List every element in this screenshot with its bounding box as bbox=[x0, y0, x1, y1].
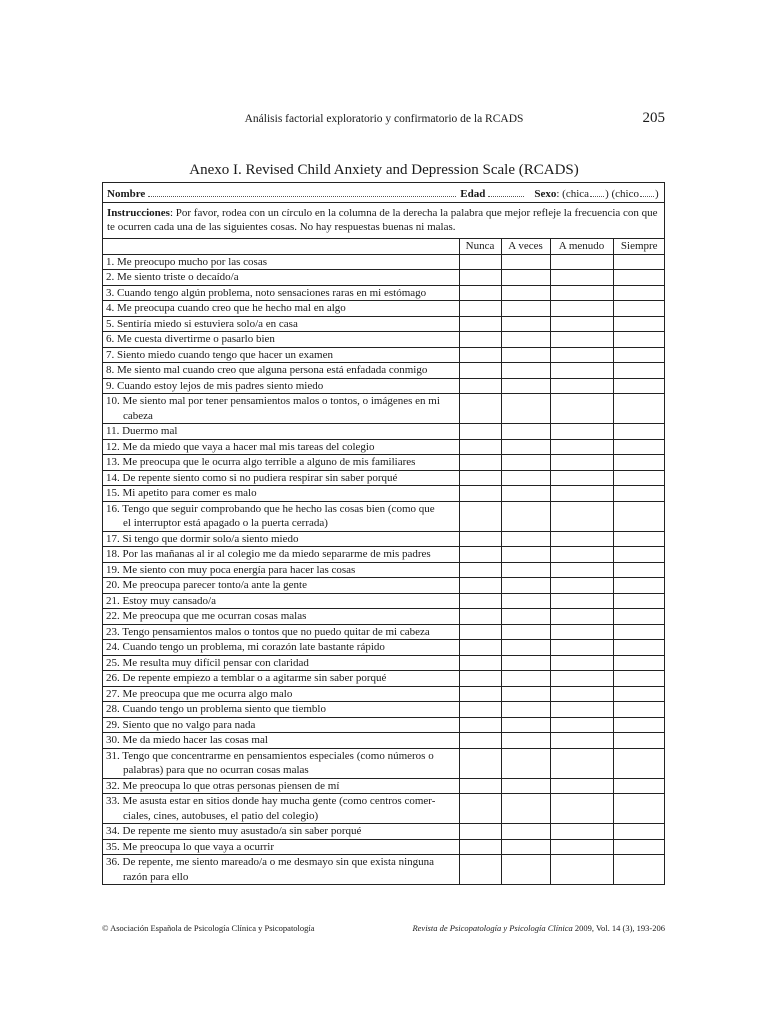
item-text: 16. Tengo que seguir comprobando que he hecho las cosas bien (como que bbox=[106, 502, 435, 515]
table-row bbox=[103, 609, 665, 625]
response-cell-siempre[interactable] bbox=[613, 285, 665, 301]
response-cell-a-veces[interactable] bbox=[501, 686, 550, 702]
response-cell-a-menudo[interactable] bbox=[550, 748, 613, 778]
item-text-cell bbox=[103, 285, 459, 301]
table-row bbox=[103, 270, 665, 286]
item-text-cell bbox=[103, 378, 459, 394]
response-cell-nunca[interactable] bbox=[459, 486, 501, 502]
response-cell-siempre[interactable] bbox=[613, 486, 665, 502]
column-header-row bbox=[103, 239, 665, 254]
table-row bbox=[103, 531, 665, 547]
item-text-cell bbox=[103, 547, 459, 563]
item-text: 9. Cuando estoy lejos de mis padres siento miedo bbox=[106, 379, 324, 392]
table-row bbox=[103, 547, 665, 563]
item-text-cell bbox=[103, 640, 459, 656]
item-text-cell bbox=[103, 733, 459, 749]
response-cell-a-veces[interactable] bbox=[501, 671, 550, 687]
response-cell-a-veces[interactable] bbox=[501, 839, 550, 855]
response-cell-a-menudo[interactable] bbox=[550, 486, 613, 502]
response-cell-nunca[interactable] bbox=[459, 748, 501, 778]
table-row bbox=[103, 254, 665, 270]
item-text-cell bbox=[103, 531, 459, 547]
item-text: 30. Me da miedo hacer las cosas mal bbox=[106, 734, 268, 746]
response-cell-a-menudo[interactable] bbox=[550, 717, 613, 733]
table-row bbox=[103, 378, 665, 394]
sex-option-chica: : (chica bbox=[556, 188, 590, 200]
item-text: 12. Me da miedo que vaya a hacer mal mis tareas del colegio bbox=[106, 440, 375, 453]
item-text: 22. Me preocupa que me ocurran cosas malas bbox=[106, 610, 307, 622]
response-cell-a-menudo[interactable] bbox=[550, 424, 613, 440]
item-text-cell bbox=[103, 748, 459, 778]
response-cell-a-veces[interactable] bbox=[501, 640, 550, 656]
column-header-a-veces: A veces bbox=[501, 239, 550, 254]
response-cell-siempre[interactable] bbox=[613, 424, 665, 440]
response-cell-a-veces[interactable] bbox=[501, 316, 550, 332]
item-text-continuation: razón para ello bbox=[123, 870, 189, 883]
item-text-cell bbox=[103, 686, 459, 702]
response-cell-siempre[interactable] bbox=[613, 702, 665, 718]
item-text-continuation: cabeza bbox=[123, 409, 153, 422]
item-text: 35. Me preocupa lo que vaya a ocurrir bbox=[106, 840, 274, 853]
response-cell-siempre[interactable] bbox=[613, 301, 665, 317]
response-cell-a-menudo[interactable] bbox=[550, 547, 613, 563]
item-text: 11. Duermo mal bbox=[106, 425, 178, 437]
sex-close: ) bbox=[654, 188, 659, 200]
item-text: 10. Me siento mal por tener pensamientos malos o tontos, o imágenes en mi bbox=[106, 395, 440, 407]
response-cell-siempre[interactable] bbox=[613, 593, 665, 609]
table-row bbox=[103, 285, 665, 301]
response-cell-a-veces[interactable] bbox=[501, 609, 550, 625]
response-cell-nunca[interactable] bbox=[459, 562, 501, 578]
response-cell-siempre[interactable] bbox=[613, 748, 665, 778]
response-cell-a-veces[interactable] bbox=[501, 794, 550, 824]
response-cell-siempre[interactable] bbox=[613, 671, 665, 687]
response-cell-a-veces[interactable] bbox=[501, 394, 550, 424]
response-cell-a-veces[interactable] bbox=[501, 824, 550, 840]
response-cell-siempre[interactable] bbox=[613, 455, 665, 471]
item-text: 34. De repente me siento muy asustado/a sin saber porqué bbox=[106, 825, 362, 837]
response-cell-a-veces[interactable] bbox=[501, 378, 550, 394]
response-cell-a-veces[interactable] bbox=[501, 733, 550, 749]
item-text-continuation: el interruptor está apagado o la puerta cerrada) bbox=[123, 517, 328, 529]
table-row bbox=[103, 363, 665, 379]
response-cell-siempre[interactable] bbox=[613, 578, 665, 594]
item-text-cell bbox=[103, 609, 459, 625]
table-row bbox=[103, 778, 665, 794]
response-cell-nunca[interactable] bbox=[459, 794, 501, 824]
response-cell-siempre[interactable] bbox=[613, 394, 665, 424]
column-header-siempre: Siempre bbox=[613, 239, 665, 254]
response-cell-nunca[interactable] bbox=[459, 839, 501, 855]
response-cell-a-menudo[interactable] bbox=[550, 501, 613, 531]
response-cell-nunca[interactable] bbox=[459, 778, 501, 794]
item-text: 24. Cuando tengo un problema, mi corazón late bastante rápido bbox=[106, 641, 385, 653]
item-text-cell bbox=[103, 824, 459, 840]
sex-chico-field[interactable] bbox=[640, 187, 654, 197]
response-cell-a-menudo[interactable] bbox=[550, 624, 613, 640]
response-cell-nunca[interactable] bbox=[459, 624, 501, 640]
table-row bbox=[103, 424, 665, 440]
response-cell-a-veces[interactable] bbox=[501, 424, 550, 440]
response-cell-nunca[interactable] bbox=[459, 301, 501, 317]
response-cell-a-menudo[interactable] bbox=[550, 855, 613, 885]
response-cell-a-veces[interactable] bbox=[501, 855, 550, 885]
response-cell-siempre[interactable] bbox=[613, 839, 665, 855]
item-text: 26. De repente empiezo a temblar o a agitarme sin saber porqué bbox=[106, 672, 387, 684]
response-cell-a-veces[interactable] bbox=[501, 748, 550, 778]
item-text-cell bbox=[103, 394, 459, 424]
response-cell-a-veces[interactable] bbox=[501, 470, 550, 486]
item-text: 19. Me siento con muy poca energía para hacer las cosas bbox=[106, 563, 356, 576]
response-cell-a-veces[interactable] bbox=[501, 285, 550, 301]
item-text: 3. Cuando tengo algún problema, noto sensaciones raras en mi estómago bbox=[106, 286, 427, 299]
response-cell-a-menudo[interactable] bbox=[550, 562, 613, 578]
sex-option-chico: ) (chico bbox=[605, 188, 639, 200]
item-text-cell bbox=[103, 270, 459, 286]
response-cell-nunca[interactable] bbox=[459, 671, 501, 687]
response-cell-a-menudo[interactable] bbox=[550, 609, 613, 625]
table-row bbox=[103, 671, 665, 687]
response-cell-a-veces[interactable] bbox=[501, 455, 550, 471]
response-cell-a-veces[interactable] bbox=[501, 531, 550, 547]
table-row bbox=[103, 839, 665, 855]
response-cell-siempre[interactable] bbox=[613, 655, 665, 671]
item-text-cell bbox=[103, 839, 459, 855]
instructions bbox=[103, 203, 664, 239]
response-cell-siempre[interactable] bbox=[613, 270, 665, 286]
item-text-cell bbox=[103, 717, 459, 733]
rcads-items-table bbox=[103, 239, 665, 884]
instructions-label: Instrucciones bbox=[107, 207, 170, 219]
response-cell-nunca[interactable] bbox=[459, 254, 501, 270]
response-cell-siempre[interactable] bbox=[613, 624, 665, 640]
table-row bbox=[103, 332, 665, 348]
sex-label: Sexo bbox=[534, 188, 557, 200]
item-text-cell bbox=[103, 332, 459, 348]
response-cell-siempre[interactable] bbox=[613, 332, 665, 348]
response-cell-siempre[interactable] bbox=[613, 686, 665, 702]
response-cell-nunca[interactable] bbox=[459, 501, 501, 531]
item-text: 21. Estoy muy cansado/a bbox=[106, 594, 216, 607]
response-cell-nunca[interactable] bbox=[459, 855, 501, 885]
response-cell-siempre[interactable] bbox=[613, 824, 665, 840]
item-text: 13. Me preocupa que le ocurra algo terrible a alguno de mis familiares bbox=[106, 456, 416, 468]
table-row bbox=[103, 824, 665, 840]
item-text-cell bbox=[103, 794, 459, 824]
page-number: 205 bbox=[642, 110, 665, 126]
response-cell-a-menudo[interactable] bbox=[550, 655, 613, 671]
response-cell-a-menudo[interactable] bbox=[550, 270, 613, 286]
response-cell-nunca[interactable] bbox=[459, 547, 501, 563]
response-cell-a-veces[interactable] bbox=[501, 702, 550, 718]
table-row bbox=[103, 655, 665, 671]
response-cell-nunca[interactable] bbox=[459, 347, 501, 363]
response-cell-nunca[interactable] bbox=[459, 439, 501, 455]
response-cell-nunca[interactable] bbox=[459, 270, 501, 286]
table-row bbox=[103, 347, 665, 363]
item-text: 8. Me siento mal cuando creo que alguna persona está enfadada conmigo bbox=[106, 364, 428, 376]
table-row bbox=[103, 394, 665, 424]
response-cell-siempre[interactable] bbox=[613, 562, 665, 578]
response-cell-nunca[interactable] bbox=[459, 609, 501, 625]
item-text-cell bbox=[103, 316, 459, 332]
footer-volume: 2009, Vol. 14 (3), 193-206 bbox=[572, 923, 665, 933]
response-cell-a-veces[interactable] bbox=[501, 254, 550, 270]
table-row bbox=[103, 470, 665, 486]
response-cell-a-veces[interactable] bbox=[501, 486, 550, 502]
column-header-a-menudo: A menudo bbox=[550, 239, 613, 254]
item-text-cell bbox=[103, 363, 459, 379]
response-cell-siempre[interactable] bbox=[613, 347, 665, 363]
response-cell-a-menudo[interactable] bbox=[550, 332, 613, 348]
table-row bbox=[103, 717, 665, 733]
item-text: 18. Por las mañanas al ir al colegio me da miedo separarme de mis padres bbox=[106, 548, 431, 560]
item-text: 32. Me preocupa lo que otras personas piensen de mí bbox=[106, 779, 340, 792]
response-cell-siempre[interactable] bbox=[613, 439, 665, 455]
name-label: Nombre bbox=[107, 188, 146, 200]
response-cell-a-menudo[interactable] bbox=[550, 640, 613, 656]
response-cell-nunca[interactable] bbox=[459, 686, 501, 702]
response-cell-a-menudo[interactable] bbox=[550, 778, 613, 794]
table-row bbox=[103, 702, 665, 718]
response-cell-nunca[interactable] bbox=[459, 378, 501, 394]
response-cell-a-menudo[interactable] bbox=[550, 347, 613, 363]
response-cell-a-menudo[interactable] bbox=[550, 285, 613, 301]
response-cell-nunca[interactable] bbox=[459, 655, 501, 671]
response-cell-nunca[interactable] bbox=[459, 424, 501, 440]
item-text: 5. Sentiría miedo si estuviera solo/a en casa bbox=[106, 317, 298, 330]
item-text-cell bbox=[103, 624, 459, 640]
rcads-form bbox=[102, 182, 665, 885]
table-row bbox=[103, 578, 665, 594]
footer-citation bbox=[412, 923, 665, 933]
response-cell-nunca[interactable] bbox=[459, 332, 501, 348]
table-row bbox=[103, 794, 665, 824]
header-blank-cell bbox=[103, 239, 459, 254]
table-row bbox=[103, 316, 665, 332]
response-cell-a-menudo[interactable] bbox=[550, 363, 613, 379]
sex-chica-field[interactable] bbox=[590, 187, 604, 197]
response-cell-a-veces[interactable] bbox=[501, 547, 550, 563]
item-text: 28. Cuando tengo un problema siento que tiemblo bbox=[106, 703, 326, 715]
response-cell-a-veces[interactable] bbox=[501, 363, 550, 379]
response-cell-a-menudo[interactable] bbox=[550, 455, 613, 471]
item-text: 2. Me siento triste o decaído/a bbox=[106, 271, 239, 283]
response-cell-a-menudo[interactable] bbox=[550, 254, 613, 270]
table-row bbox=[103, 562, 665, 578]
running-head: Análisis factorial exploratorio y confirmatorio de la RCADS bbox=[244, 113, 524, 125]
item-text: 14. De repente siento como si no pudiera respirar sin saber porqué bbox=[106, 471, 398, 484]
table-row bbox=[103, 486, 665, 502]
item-text: 6. Me cuesta divertirme o pasarlo bien bbox=[106, 333, 275, 345]
item-text-cell bbox=[103, 562, 459, 578]
response-cell-a-menudo[interactable] bbox=[550, 378, 613, 394]
response-cell-siempre[interactable] bbox=[613, 794, 665, 824]
item-text: 29. Siento que no valgo para nada bbox=[106, 718, 256, 731]
response-cell-a-menudo[interactable] bbox=[550, 301, 613, 317]
item-text: 36. De repente, me siento mareado/a o me desmayo sin que exista ninguna bbox=[106, 856, 435, 868]
item-text-cell bbox=[103, 671, 459, 687]
table-row bbox=[103, 733, 665, 749]
response-cell-siempre[interactable] bbox=[613, 363, 665, 379]
item-text-cell bbox=[103, 347, 459, 363]
footer-journal: Revista de Psicopatología y Psicología Clínica bbox=[412, 923, 573, 933]
table-row bbox=[103, 501, 665, 531]
item-text-cell bbox=[103, 578, 459, 594]
table-row bbox=[103, 748, 665, 778]
table-row bbox=[103, 455, 665, 471]
response-cell-nunca[interactable] bbox=[459, 531, 501, 547]
item-text-cell bbox=[103, 593, 459, 609]
item-text-cell bbox=[103, 439, 459, 455]
item-text-cell bbox=[103, 702, 459, 718]
response-cell-a-veces[interactable] bbox=[501, 270, 550, 286]
annex-title: Anexo I. Revised Child Anxiety and Depression Scale (RCADS) bbox=[189, 162, 579, 178]
item-text: 27. Me preocupa que me ocurra algo malo bbox=[106, 687, 293, 700]
response-cell-a-menudo[interactable] bbox=[550, 702, 613, 718]
item-text-cell bbox=[103, 470, 459, 486]
table-row bbox=[103, 301, 665, 317]
item-text: 1. Me preocupo mucho por las cosas bbox=[106, 255, 267, 268]
response-cell-siempre[interactable] bbox=[613, 501, 665, 531]
response-cell-siempre[interactable] bbox=[613, 640, 665, 656]
age-field[interactable] bbox=[488, 187, 524, 197]
response-cell-siempre[interactable] bbox=[613, 717, 665, 733]
response-cell-siempre[interactable] bbox=[613, 855, 665, 885]
response-cell-a-veces[interactable] bbox=[501, 778, 550, 794]
response-cell-siempre[interactable] bbox=[613, 470, 665, 486]
response-cell-a-veces[interactable] bbox=[501, 717, 550, 733]
item-text-cell bbox=[103, 424, 459, 440]
table-row bbox=[103, 439, 665, 455]
item-text-cell bbox=[103, 254, 459, 270]
response-cell-nunca[interactable] bbox=[459, 316, 501, 332]
response-cell-a-veces[interactable] bbox=[501, 347, 550, 363]
response-cell-a-menudo[interactable] bbox=[550, 824, 613, 840]
item-text: 23. Tengo pensamientos malos o tontos que no puedo quitar de mi cabeza bbox=[106, 625, 430, 638]
item-text-cell bbox=[103, 655, 459, 671]
response-cell-a-menudo[interactable] bbox=[550, 733, 613, 749]
response-cell-a-veces[interactable] bbox=[501, 655, 550, 671]
response-cell-a-menudo[interactable] bbox=[550, 439, 613, 455]
table-row bbox=[103, 593, 665, 609]
response-cell-nunca[interactable] bbox=[459, 285, 501, 301]
table-row bbox=[103, 855, 665, 885]
response-cell-nunca[interactable] bbox=[459, 640, 501, 656]
response-cell-a-veces[interactable] bbox=[501, 501, 550, 531]
item-text-continuation: palabras) para que no ocurran cosas malas bbox=[123, 764, 309, 776]
response-cell-a-menudo[interactable] bbox=[550, 316, 613, 332]
footer-copyright: © Asociación Española de Psicología Clínica y Psicopatología bbox=[102, 923, 315, 933]
item-text: 33. Me asusta estar en sitios donde hay mucha gente (como centros comer- bbox=[106, 795, 436, 807]
response-cell-siempre[interactable] bbox=[613, 531, 665, 547]
item-text-cell bbox=[103, 301, 459, 317]
column-header-nunca: Nunca bbox=[459, 239, 501, 254]
age-label: Edad bbox=[460, 188, 486, 200]
response-cell-a-menudo[interactable] bbox=[550, 470, 613, 486]
response-cell-nunca[interactable] bbox=[459, 470, 501, 486]
response-cell-a-menudo[interactable] bbox=[550, 686, 613, 702]
response-cell-a-veces[interactable] bbox=[501, 593, 550, 609]
response-cell-siempre[interactable] bbox=[613, 609, 665, 625]
response-cell-a-menudo[interactable] bbox=[550, 593, 613, 609]
table-row bbox=[103, 686, 665, 702]
table-row bbox=[103, 624, 665, 640]
respondent-info-row bbox=[103, 183, 664, 203]
response-cell-siempre[interactable] bbox=[613, 778, 665, 794]
response-cell-a-menudo[interactable] bbox=[550, 671, 613, 687]
response-cell-a-menudo[interactable] bbox=[550, 839, 613, 855]
name-field[interactable] bbox=[148, 187, 456, 197]
response-cell-nunca[interactable] bbox=[459, 363, 501, 379]
response-cell-a-menudo[interactable] bbox=[550, 394, 613, 424]
item-text-cell bbox=[103, 778, 459, 794]
response-cell-nunca[interactable] bbox=[459, 394, 501, 424]
response-cell-siempre[interactable] bbox=[613, 378, 665, 394]
response-cell-a-veces[interactable] bbox=[501, 301, 550, 317]
response-cell-siempre[interactable] bbox=[613, 733, 665, 749]
item-text-cell bbox=[103, 455, 459, 471]
response-cell-siempre[interactable] bbox=[613, 316, 665, 332]
response-cell-a-veces[interactable] bbox=[501, 332, 550, 348]
response-cell-nunca[interactable] bbox=[459, 578, 501, 594]
response-cell-a-veces[interactable] bbox=[501, 562, 550, 578]
item-text: 31. Tengo que concentrarme en pensamientos especiales (como números o bbox=[106, 749, 434, 762]
table-row bbox=[103, 640, 665, 656]
response-cell-a-veces[interactable] bbox=[501, 439, 550, 455]
response-cell-a-veces[interactable] bbox=[501, 624, 550, 640]
response-cell-nunca[interactable] bbox=[459, 593, 501, 609]
item-text-cell bbox=[103, 855, 459, 885]
response-cell-nunca[interactable] bbox=[459, 702, 501, 718]
instructions-text: : Por favor, rodea con un círculo en la columna de la derecha la palabra que mejor refleje la frecuencia con que te ocurren cada una de las siguientes cosas. No hay respuestas buenas ni malas. bbox=[107, 207, 658, 233]
item-text-cell bbox=[103, 501, 459, 531]
item-text: 17. Si tengo que dormir solo/a siento miedo bbox=[106, 532, 299, 545]
response-cell-siempre[interactable] bbox=[613, 547, 665, 563]
response-cell-nunca[interactable] bbox=[459, 733, 501, 749]
response-cell-nunca[interactable] bbox=[459, 824, 501, 840]
item-text: 15. Mi apetito para comer es malo bbox=[106, 487, 257, 499]
item-text: 7. Siento miedo cuando tengo que hacer un examen bbox=[106, 348, 333, 361]
item-text-cell bbox=[103, 486, 459, 502]
item-text-continuation: ciales, cines, autobuses, el patio del colegio) bbox=[123, 809, 319, 822]
response-cell-a-menudo[interactable] bbox=[550, 531, 613, 547]
response-cell-nunca[interactable] bbox=[459, 455, 501, 471]
response-cell-a-veces[interactable] bbox=[501, 578, 550, 594]
response-cell-a-menudo[interactable] bbox=[550, 794, 613, 824]
item-text: 20. Me preocupa parecer tonto/a ante la gente bbox=[106, 579, 307, 591]
item-text: 4. Me preocupa cuando creo que he hecho mal en algo bbox=[106, 302, 346, 314]
item-text: 25. Me resulta muy difícil pensar con claridad bbox=[106, 656, 309, 669]
response-cell-a-menudo[interactable] bbox=[550, 578, 613, 594]
response-cell-nunca[interactable] bbox=[459, 717, 501, 733]
response-cell-siempre[interactable] bbox=[613, 254, 665, 270]
